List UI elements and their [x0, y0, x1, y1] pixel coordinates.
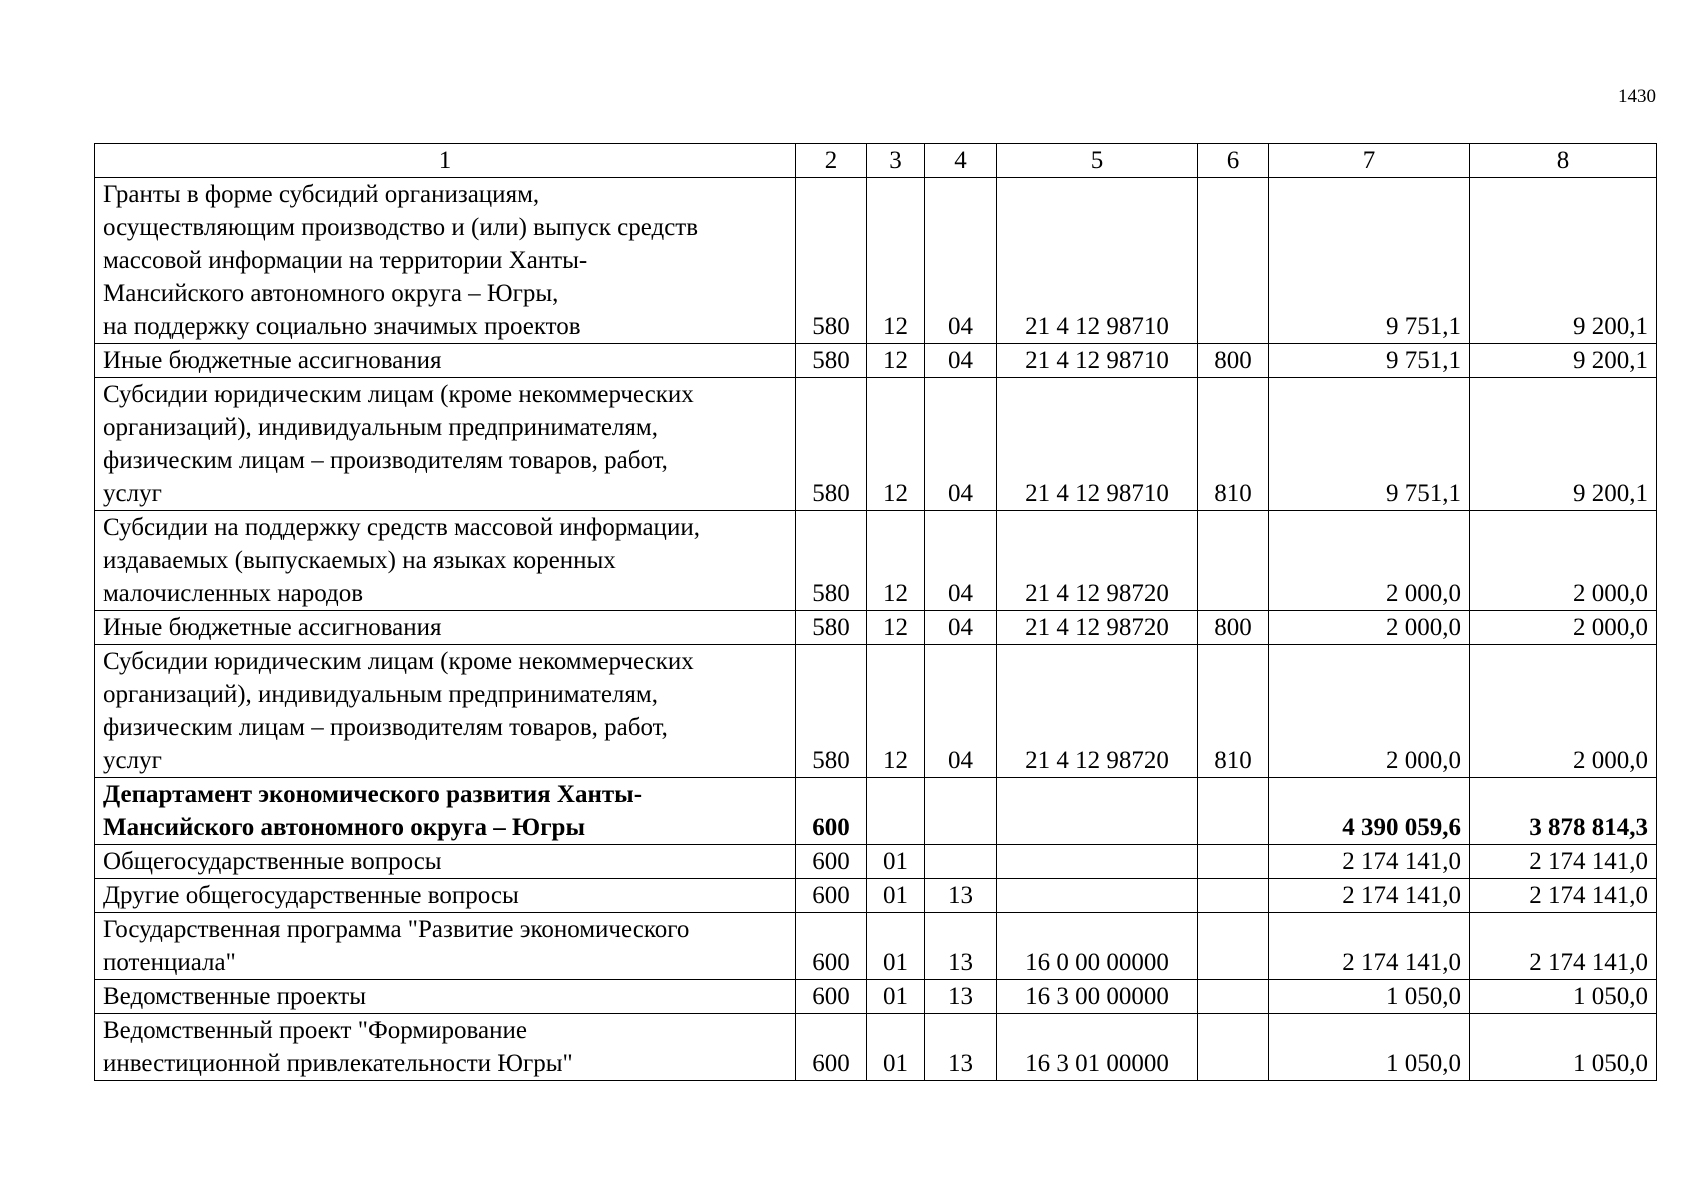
row-code-target: 21 4 12 98720 — [997, 611, 1198, 645]
row-amount-col8: 2 174 141,0 — [1470, 845, 1657, 879]
row-code-expense-type — [1198, 845, 1269, 879]
table-row — [95, 1014, 1657, 1081]
row-code-expense-type — [1198, 778, 1269, 845]
row-code-subsection — [925, 845, 997, 879]
row-code-section — [867, 778, 925, 845]
row-amount-col7: 2 174 141,0 — [1269, 879, 1470, 913]
header-col-5: 5 — [997, 144, 1198, 178]
row-code-target: 16 3 01 00000 — [997, 1014, 1198, 1081]
row-code-expense-type — [1198, 1014, 1269, 1081]
row-code-subsection: 04 — [925, 611, 997, 645]
budget-table — [94, 143, 1657, 1081]
row-amount-col8: 2 000,0 — [1470, 511, 1657, 611]
table-row — [95, 913, 1657, 980]
row-code-target — [997, 845, 1198, 879]
row-amount-col8: 1 050,0 — [1470, 1014, 1657, 1081]
row-amount-col8: 2 000,0 — [1470, 645, 1657, 778]
row-name: Субсидии на поддержку средств массовой информации, издаваемых (выпускаемых) на языках коренных малочисленных народов — [95, 511, 796, 611]
row-code-subsection: 13 — [925, 913, 997, 980]
row-code-section: 12 — [867, 344, 925, 378]
row-name: Иные бюджетные ассигнования — [95, 611, 796, 645]
row-code-target: 21 4 12 98720 — [997, 511, 1198, 611]
header-row — [95, 144, 1657, 178]
row-code-expense-type: 810 — [1198, 645, 1269, 778]
row-code-section: 01 — [867, 980, 925, 1014]
row-amount-col8: 2 174 141,0 — [1470, 913, 1657, 980]
header-col-7: 7 — [1269, 144, 1470, 178]
row-code-section: 12 — [867, 511, 925, 611]
row-code-target — [997, 879, 1198, 913]
row-code-expense-type: 810 — [1198, 378, 1269, 511]
row-amount-col7: 4 390 059,6 — [1269, 778, 1470, 845]
table-row — [95, 845, 1657, 879]
row-code-admin: 580 — [796, 611, 867, 645]
header-col-4: 4 — [925, 144, 997, 178]
row-code-target: 16 0 00 00000 — [997, 913, 1198, 980]
row-code-admin: 580 — [796, 178, 867, 344]
row-code-subsection: 04 — [925, 178, 997, 344]
row-code-target — [997, 778, 1198, 845]
table-body — [95, 178, 1657, 1081]
row-code-subsection: 13 — [925, 1014, 997, 1081]
table-row — [95, 611, 1657, 645]
row-code-admin: 600 — [796, 778, 867, 845]
row-code-section: 12 — [867, 378, 925, 511]
row-code-expense-type: 800 — [1198, 611, 1269, 645]
row-code-expense-type: 800 — [1198, 344, 1269, 378]
table-row — [95, 344, 1657, 378]
row-code-target: 21 4 12 98710 — [997, 344, 1198, 378]
table-row — [95, 778, 1657, 845]
row-code-expense-type — [1198, 879, 1269, 913]
row-amount-col7: 9 751,1 — [1269, 178, 1470, 344]
row-code-admin: 600 — [796, 913, 867, 980]
row-code-expense-type — [1198, 511, 1269, 611]
row-code-admin: 600 — [796, 879, 867, 913]
row-amount-col8: 3 878 814,3 — [1470, 778, 1657, 845]
table-row — [95, 980, 1657, 1014]
row-name: Другие общегосударственные вопросы — [95, 879, 796, 913]
row-code-subsection: 04 — [925, 645, 997, 778]
header-col-1: 1 — [95, 144, 796, 178]
row-name: Государственная программа "Развитие экономического потенциала" — [95, 913, 796, 980]
row-name: Субсидии юридическим лицам (кроме некоммерческих организаций), индивидуальным предпринимателям, физическим лицам – производителям товаров, работ, услуг — [95, 645, 796, 778]
row-code-expense-type — [1198, 980, 1269, 1014]
row-code-admin: 600 — [796, 980, 867, 1014]
row-code-admin: 580 — [796, 378, 867, 511]
row-amount-col8: 9 200,1 — [1470, 178, 1657, 344]
row-amount-col8: 9 200,1 — [1470, 378, 1657, 511]
table-row — [95, 178, 1657, 344]
row-amount-col8: 2 174 141,0 — [1470, 879, 1657, 913]
row-code-target: 21 4 12 98710 — [997, 378, 1198, 511]
row-code-subsection: 04 — [925, 511, 997, 611]
row-code-subsection: 13 — [925, 980, 997, 1014]
row-code-section: 12 — [867, 611, 925, 645]
page-number: 1430 — [1618, 86, 1656, 107]
row-amount-col8: 2 000,0 — [1470, 611, 1657, 645]
row-amount-col7: 9 751,1 — [1269, 344, 1470, 378]
row-code-admin: 580 — [796, 645, 867, 778]
row-code-admin: 600 — [796, 1014, 867, 1081]
row-amount-col7: 1 050,0 — [1269, 1014, 1470, 1081]
header-col-8: 8 — [1470, 144, 1657, 178]
row-name: Ведомственный проект "Формирование инвестиционной привлекательности Югры" — [95, 1014, 796, 1081]
row-code-subsection — [925, 778, 997, 845]
row-amount-col7: 2 000,0 — [1269, 511, 1470, 611]
row-name: Гранты в форме субсидий организациям, осуществляющим производство и (или) выпуск средств массовой информации на территории Ханты- Мансийского автономного округа – Югры, на поддержку социально значимых проектов — [95, 178, 796, 344]
row-code-section: 01 — [867, 879, 925, 913]
table-row — [95, 378, 1657, 511]
header-col-6: 6 — [1198, 144, 1269, 178]
row-code-section: 12 — [867, 178, 925, 344]
row-name: Общегосударственные вопросы — [95, 845, 796, 879]
row-code-expense-type — [1198, 178, 1269, 344]
row-name: Иные бюджетные ассигнования — [95, 344, 796, 378]
table-row — [95, 511, 1657, 611]
row-name: Ведомственные проекты — [95, 980, 796, 1014]
row-code-section: 01 — [867, 913, 925, 980]
row-amount-col8: 1 050,0 — [1470, 980, 1657, 1014]
row-code-target: 21 4 12 98710 — [997, 178, 1198, 344]
row-code-section: 01 — [867, 845, 925, 879]
row-name: Субсидии юридическим лицам (кроме некоммерческих организаций), индивидуальным предпринимателям, физическим лицам – производителям товаров, работ, услуг — [95, 378, 796, 511]
row-amount-col7: 9 751,1 — [1269, 378, 1470, 511]
row-code-subsection: 04 — [925, 378, 997, 511]
row-amount-col7: 2 174 141,0 — [1269, 913, 1470, 980]
table-header — [95, 144, 1657, 178]
row-name: Департамент экономического развития Ханты- Мансийского автономного округа – Югры — [95, 778, 796, 845]
row-amount-col7: 1 050,0 — [1269, 980, 1470, 1014]
row-code-expense-type — [1198, 913, 1269, 980]
row-code-subsection: 13 — [925, 879, 997, 913]
row-code-admin: 580 — [796, 511, 867, 611]
row-amount-col7: 2 000,0 — [1269, 611, 1470, 645]
row-code-target: 21 4 12 98720 — [997, 645, 1198, 778]
header-col-3: 3 — [867, 144, 925, 178]
header-col-2: 2 — [796, 144, 867, 178]
row-code-section: 12 — [867, 645, 925, 778]
row-code-subsection: 04 — [925, 344, 997, 378]
row-amount-col7: 2 000,0 — [1269, 645, 1470, 778]
row-code-section: 01 — [867, 1014, 925, 1081]
row-amount-col7: 2 174 141,0 — [1269, 845, 1470, 879]
row-code-admin: 600 — [796, 845, 867, 879]
table-row — [95, 879, 1657, 913]
row-code-target: 16 3 00 00000 — [997, 980, 1198, 1014]
row-amount-col8: 9 200,1 — [1470, 344, 1657, 378]
row-code-admin: 580 — [796, 344, 867, 378]
table-row — [95, 645, 1657, 778]
